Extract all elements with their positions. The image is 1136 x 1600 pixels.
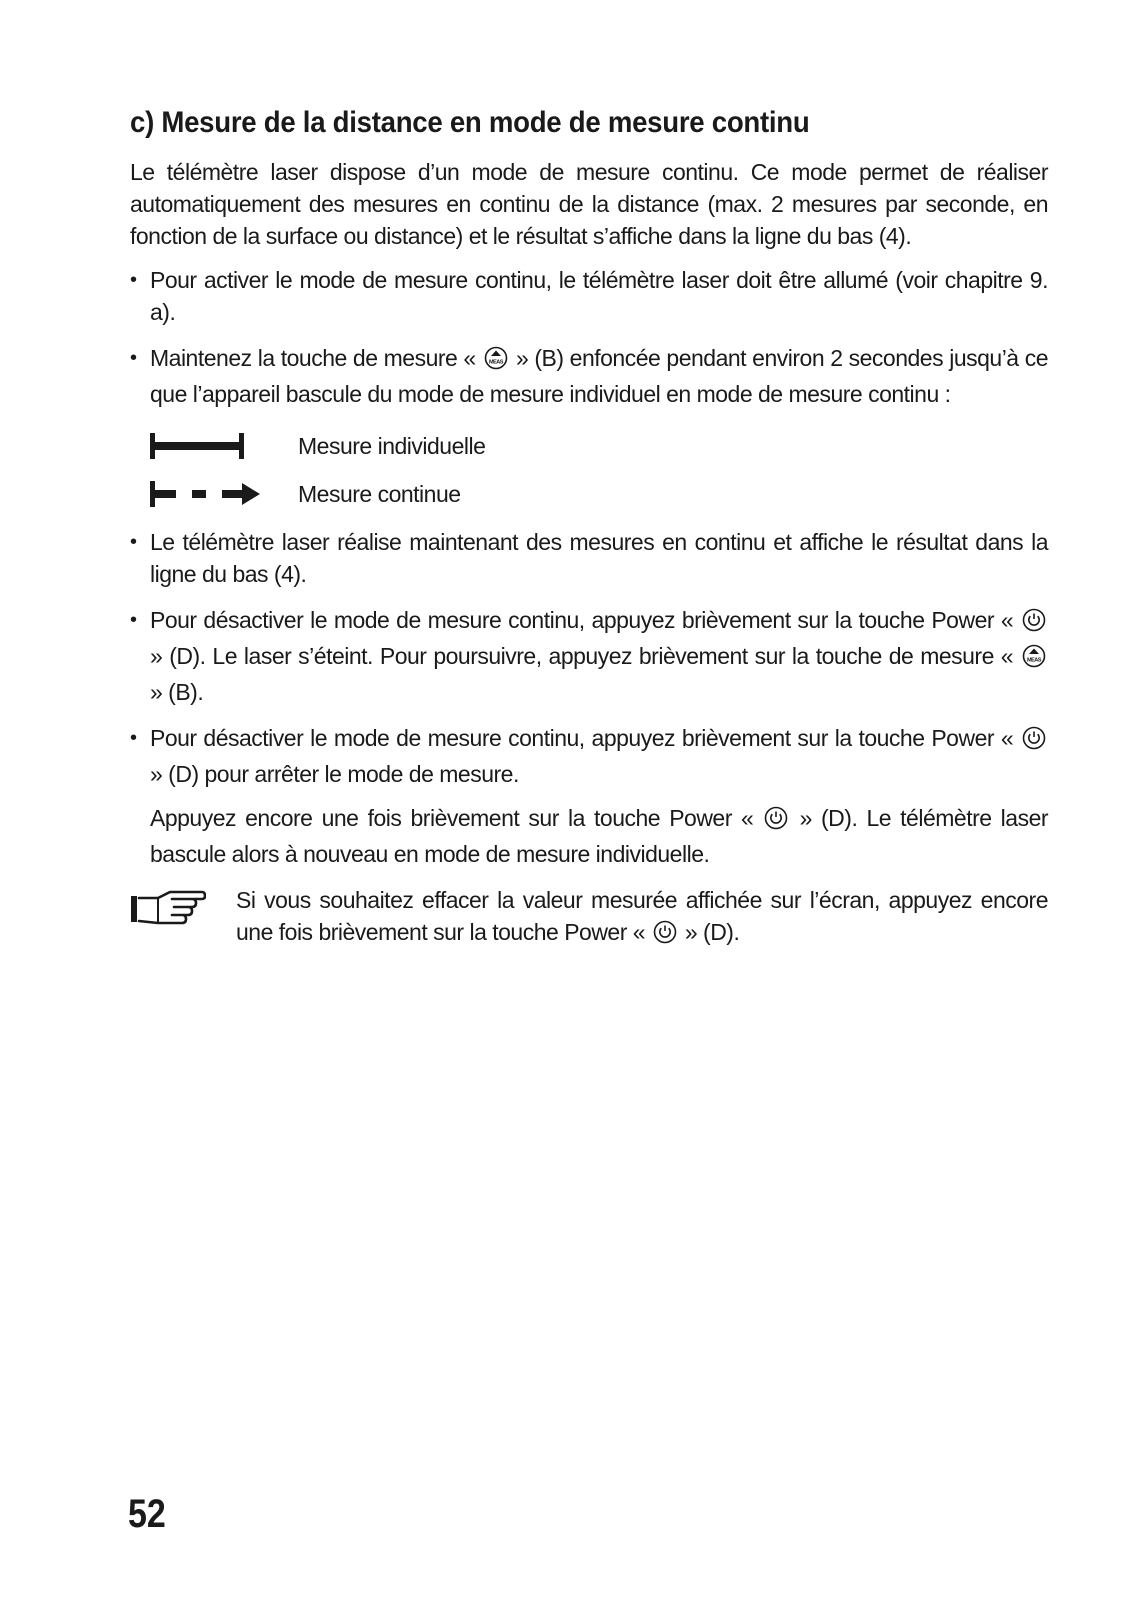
meas-button-icon [1022,644,1046,676]
list-item: • Le télémètre laser réalise maintenant des mesures en continu et affiche le résultat dans la ligne du bas (4). [130,526,1048,590]
svg-text:MEAS: MEAS [488,359,503,366]
intro-paragraph: Le télémètre laser dispose d’un mode de mesure continu. Ce mode permet de réaliser automatiquement des mesures en continu de la distance (max. 2 mesures par seconde, en fonction de la surface ou distance) et le résultat s’affiche dans la ligne du bas (4). [130,159,1048,249]
pointing-hand-icon [130,884,236,952]
page-number: 52 [128,1492,166,1536]
note-text: Si vous souhaitez effacer la valeur mesurée affichée sur l’écran, appuyez encore une fois brièvement sur la touche Power « » (D). [236,884,1048,952]
legend-label-single: Mesure individuelle [298,432,486,459]
single-measure-icon [150,432,298,460]
list-item: • Pour activer le mode de mesure continu, le télémètre laser doit être allumé (voir chapitre 9. a). [130,264,1048,328]
meas-button-icon [484,346,508,378]
power-button-icon [764,806,788,838]
list-item: • Pour désactiver le mode de mesure continu, appuyez brièvement sur la touche Power « » (D). Le laser s’éteint. Pour poursuivre, appuyez brièvement sur la touche de mesure « MEAS » (B). [130,604,1048,708]
followup-paragraph: Appuyez encore une fois brièvement sur la touche Power « » (D). Le télémètre laser bascule alors à nouveau en mode de mesure individuelle. [150,805,1049,867]
power-button-icon [653,920,677,952]
list-item: • Maintenez la touche de mesure « MEAS » (B) enfoncée pendant environ 2 secondes jusqu’à ce que l’appareil bascule du mode de mesure individuel en mode de mesure continu : [130,342,1048,410]
continuous-measure-icon [150,480,298,508]
manual-page [130,100,1048,952]
legend-row-continuous [150,470,1048,518]
power-button-icon [1022,608,1046,640]
svg-text:MEAS: MEAS [1027,657,1041,664]
power-button-icon [1022,726,1046,758]
instruction-list-2 [130,526,1048,790]
mode-legend [150,422,1048,518]
legend-row-single [150,422,1048,470]
instruction-list [130,264,1048,410]
section-heading: c) Mesure de la distance en mode de mesure continu [130,106,810,139]
list-item: • Pour désactiver le mode de mesure continu, appuyez brièvement sur la touche Power « » (D) pour arrêter le mode de mesure. [130,722,1048,790]
legend-label-continuous: Mesure continue [298,480,461,507]
note-block [130,884,1048,952]
